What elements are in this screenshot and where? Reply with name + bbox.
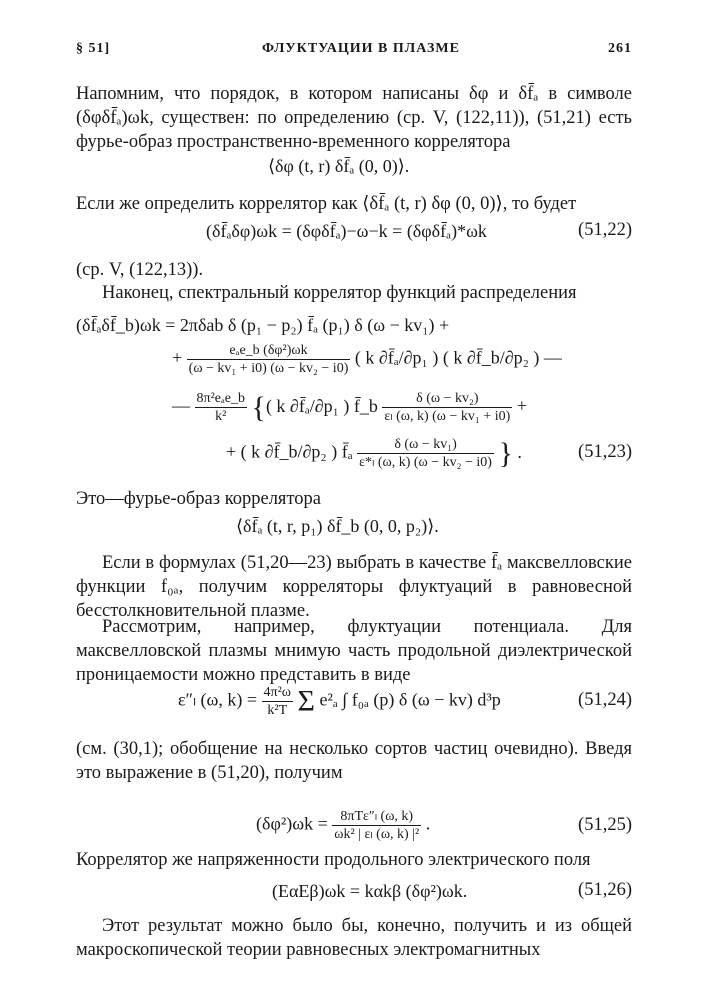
formula-51-24-rhs: e²ₐ ∫ f₀ₐ (p) δ (ω − kv) d³p (319, 689, 501, 710)
bracket-term: ( k ∂f̄ₐ/∂p₁ ) ( k ∂f̄_b/∂p₂ ) — (354, 347, 562, 368)
equation-number-51-25: (51,25) (578, 815, 632, 835)
formula-51-22: (δf̄ₐδφ)ωk = (δφδf̄ₐ)−ω−k = (δφδf̄ₐ)*ωk (206, 221, 487, 241)
formula-51-26: (EαEβ)ωk = kαkβ (δφ²)ωk. (272, 881, 468, 901)
equation-number-51-26: (51,26) (578, 880, 632, 900)
fraction-6-denominator: ωk² | εₗ (ω, k) |² (334, 827, 420, 842)
period: . (425, 813, 431, 834)
paragraph-6: Если в формулах (51,20—23) выбрать в качестве f̄ₐ максвелловские функции f₀ₐ, получим корреляторы флуктуаций в равновесной бесстолкновительной плазме. (76, 553, 632, 621)
formula-51-24 (178, 684, 501, 719)
fraction-2-numerator: 8π²eₐe_b (196, 391, 246, 406)
fraction-5 (262, 684, 293, 719)
plus-sign: + (172, 347, 183, 368)
fraction-6-numerator: 8πTε″ₗ (ω, k) (332, 808, 421, 826)
formula-correlator-1: ⟨δφ (t, r) δf̄ₐ (0, 0)⟩. (268, 156, 410, 176)
plus-sign: + (516, 395, 527, 416)
equation-number-51-22: (51,22) (578, 220, 632, 240)
fraction-5-numerator: 4π²ω (263, 685, 292, 700)
page-number: 261 (608, 41, 632, 56)
paragraph-4: Наконец, спектральный коррелятор функций распределения (102, 283, 577, 303)
fraction-2-denominator: k² (215, 409, 227, 424)
fraction-4 (357, 436, 494, 471)
paragraph-8: (см. (30,1); обобщение на несколько сортов частиц очевидно). Введя это выражение в (51,20), получим (76, 739, 632, 783)
bracket-term: + ( k ∂f̄_b/∂p₂ ) f̄ₐ (226, 441, 353, 462)
formula-51-23-line-2 (172, 342, 562, 377)
fraction-4-numerator: δ (ω − kv₁) (357, 436, 494, 454)
formula-51-24-lhs: ε″ₗ (ω, k) = (178, 689, 258, 710)
fraction-3 (382, 390, 512, 425)
fraction-1-numerator: eₐe_b (δφ²)ωk (187, 342, 351, 360)
equation-number-51-23: (51,23) (578, 442, 632, 462)
fraction-3-numerator: δ (ω − kv₂) (382, 390, 512, 408)
paragraph-2: Если же определить коррелятор как ⟨δf̄ₐ (t, r) δφ (0, 0)⟩, то будет (76, 194, 577, 214)
running-title: ФЛУКТУАЦИИ В ПЛАЗМЕ (262, 41, 460, 56)
paragraph-5: Это—фурье-образ коррелятора (76, 489, 321, 509)
fraction-2 (195, 390, 248, 425)
section-marker: § 51] (76, 41, 111, 56)
paragraph-1: Напомним, что порядок, в котором написаны δφ и δf̄ₐ в символе (δφδf̄ₐ)ωk, существен: по определению (ср. V, (122,11)), (51,21) есть фурье-образ пространственно-временного коррелятора (76, 84, 632, 152)
equation-number-51-24: (51,24) (578, 690, 632, 710)
formula-51-25 (256, 808, 430, 843)
closing-brace: } . (498, 436, 522, 470)
paragraph-3: (ср. V, (122,13)). (76, 260, 204, 280)
minus-sign: — (172, 395, 190, 416)
sum-sign: Σ (297, 684, 315, 718)
paragraph-7: Рассмотрим, например, флуктуации потенциала. Для максвелловской плазмы мнимую часть продольной диэлектрической проницаемости можно представить в виде (76, 617, 632, 685)
fraction-1 (187, 342, 351, 377)
fraction-1-denominator: (ω − kv₁ + i0) (ω − kv₂ − i0) (188, 361, 349, 376)
paragraph-10: Этот результат можно было бы, конечно, получить и из общей макроскопической теории равновесных электромагнитных (76, 916, 632, 960)
fraction-6 (332, 808, 421, 843)
formula-51-23-line-1: (δf̄ₐδf̄_b)ωk = 2πδab δ (p₁ − p₂) f̄ₐ (p₁) δ (ω − kv₁) + (76, 315, 450, 335)
fraction-4-denominator: ε*ₗ (ω, k) (ω − kv₂ − i0) (359, 455, 492, 470)
formula-correlator-2: ⟨δf̄ₐ (t, r, p₁) δf̄_b (0, 0, p₂)⟩. (236, 516, 439, 536)
formula-51-25-lhs: (δφ²)ωk = (256, 813, 328, 834)
paragraph-9: Коррелятор же напряженности продольного электрического поля (76, 850, 591, 870)
formula-51-23-line-3 (172, 390, 527, 425)
brace-term: {( k ∂f̄ₐ/∂p₁ ) f̄_b (251, 390, 378, 424)
formula-51-23-line-4 (226, 436, 522, 471)
fraction-5-denominator: k²T (267, 703, 288, 718)
fraction-3-denominator: εₗ (ω, k) (ω − kv₁ + i0) (384, 409, 511, 424)
